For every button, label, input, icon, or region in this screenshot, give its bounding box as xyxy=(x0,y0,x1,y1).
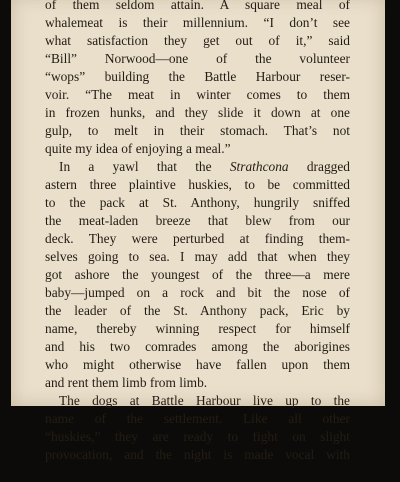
text-line: whalemeat is their millennium. “I don’t see xyxy=(45,15,350,30)
text-line: of them seldom attain. A square meal of xyxy=(45,0,350,12)
text-line: the meat-laden breeze that blew from our xyxy=(45,213,350,228)
text-line: “Bill” Norwood—one of the volunteer xyxy=(45,51,350,66)
text-run: dragged xyxy=(288,159,350,174)
text-line: astern three plaintive huskies, to be committed xyxy=(45,177,350,192)
text-line xyxy=(45,158,350,176)
text-line: who might otherwise have fallen upon them xyxy=(45,357,350,372)
ship-name-italic: Strathcona xyxy=(229,159,289,174)
text-line: name, thereby winning respect for himself xyxy=(45,321,350,336)
text-line: gulp, to melt in their stomach. That’s not xyxy=(45,123,350,138)
text-line: deck. They were perturbed at finding them- xyxy=(45,231,350,246)
text-line: and rent them limb from limb. xyxy=(45,375,208,390)
text-line: “wops” building the Battle Harbour reser- xyxy=(45,69,350,84)
text-line: The dogs at Battle Harbour live up to the xyxy=(59,393,350,408)
text-line: to the pack at St. Anthony, hungrily sniffed xyxy=(45,195,350,210)
text-line: name of the settlement. Like all other xyxy=(45,411,350,426)
text-line: selves going to sea. I may add that when they xyxy=(45,249,350,264)
text-line xyxy=(45,464,350,482)
body-text xyxy=(45,0,350,482)
text-line: “huskies,” they are ready to fight on slight xyxy=(45,429,350,444)
text-line: got ashore the youngest of the three—a mere xyxy=(45,267,350,282)
text-run: In a yawl that the xyxy=(59,159,230,174)
text-line: baby—jumped on a rock and bit the nose of xyxy=(45,285,350,300)
text-line: provocation, and the night is made vocal with xyxy=(45,447,350,462)
text-line: voir. “The meat in winter comes to them xyxy=(45,87,350,102)
text-line: the leader of the St. Anthony pack, Eric by xyxy=(45,303,350,318)
book-page xyxy=(11,0,385,462)
text-line: in frozen hunks, and they slide it down at one xyxy=(45,105,350,120)
text-line: and his two comrades among the aborigines xyxy=(45,339,350,354)
text-line: quite my idea of enjoying a meal.” xyxy=(45,141,231,156)
text-line: what satisfaction they get out of it,” said xyxy=(45,33,350,48)
